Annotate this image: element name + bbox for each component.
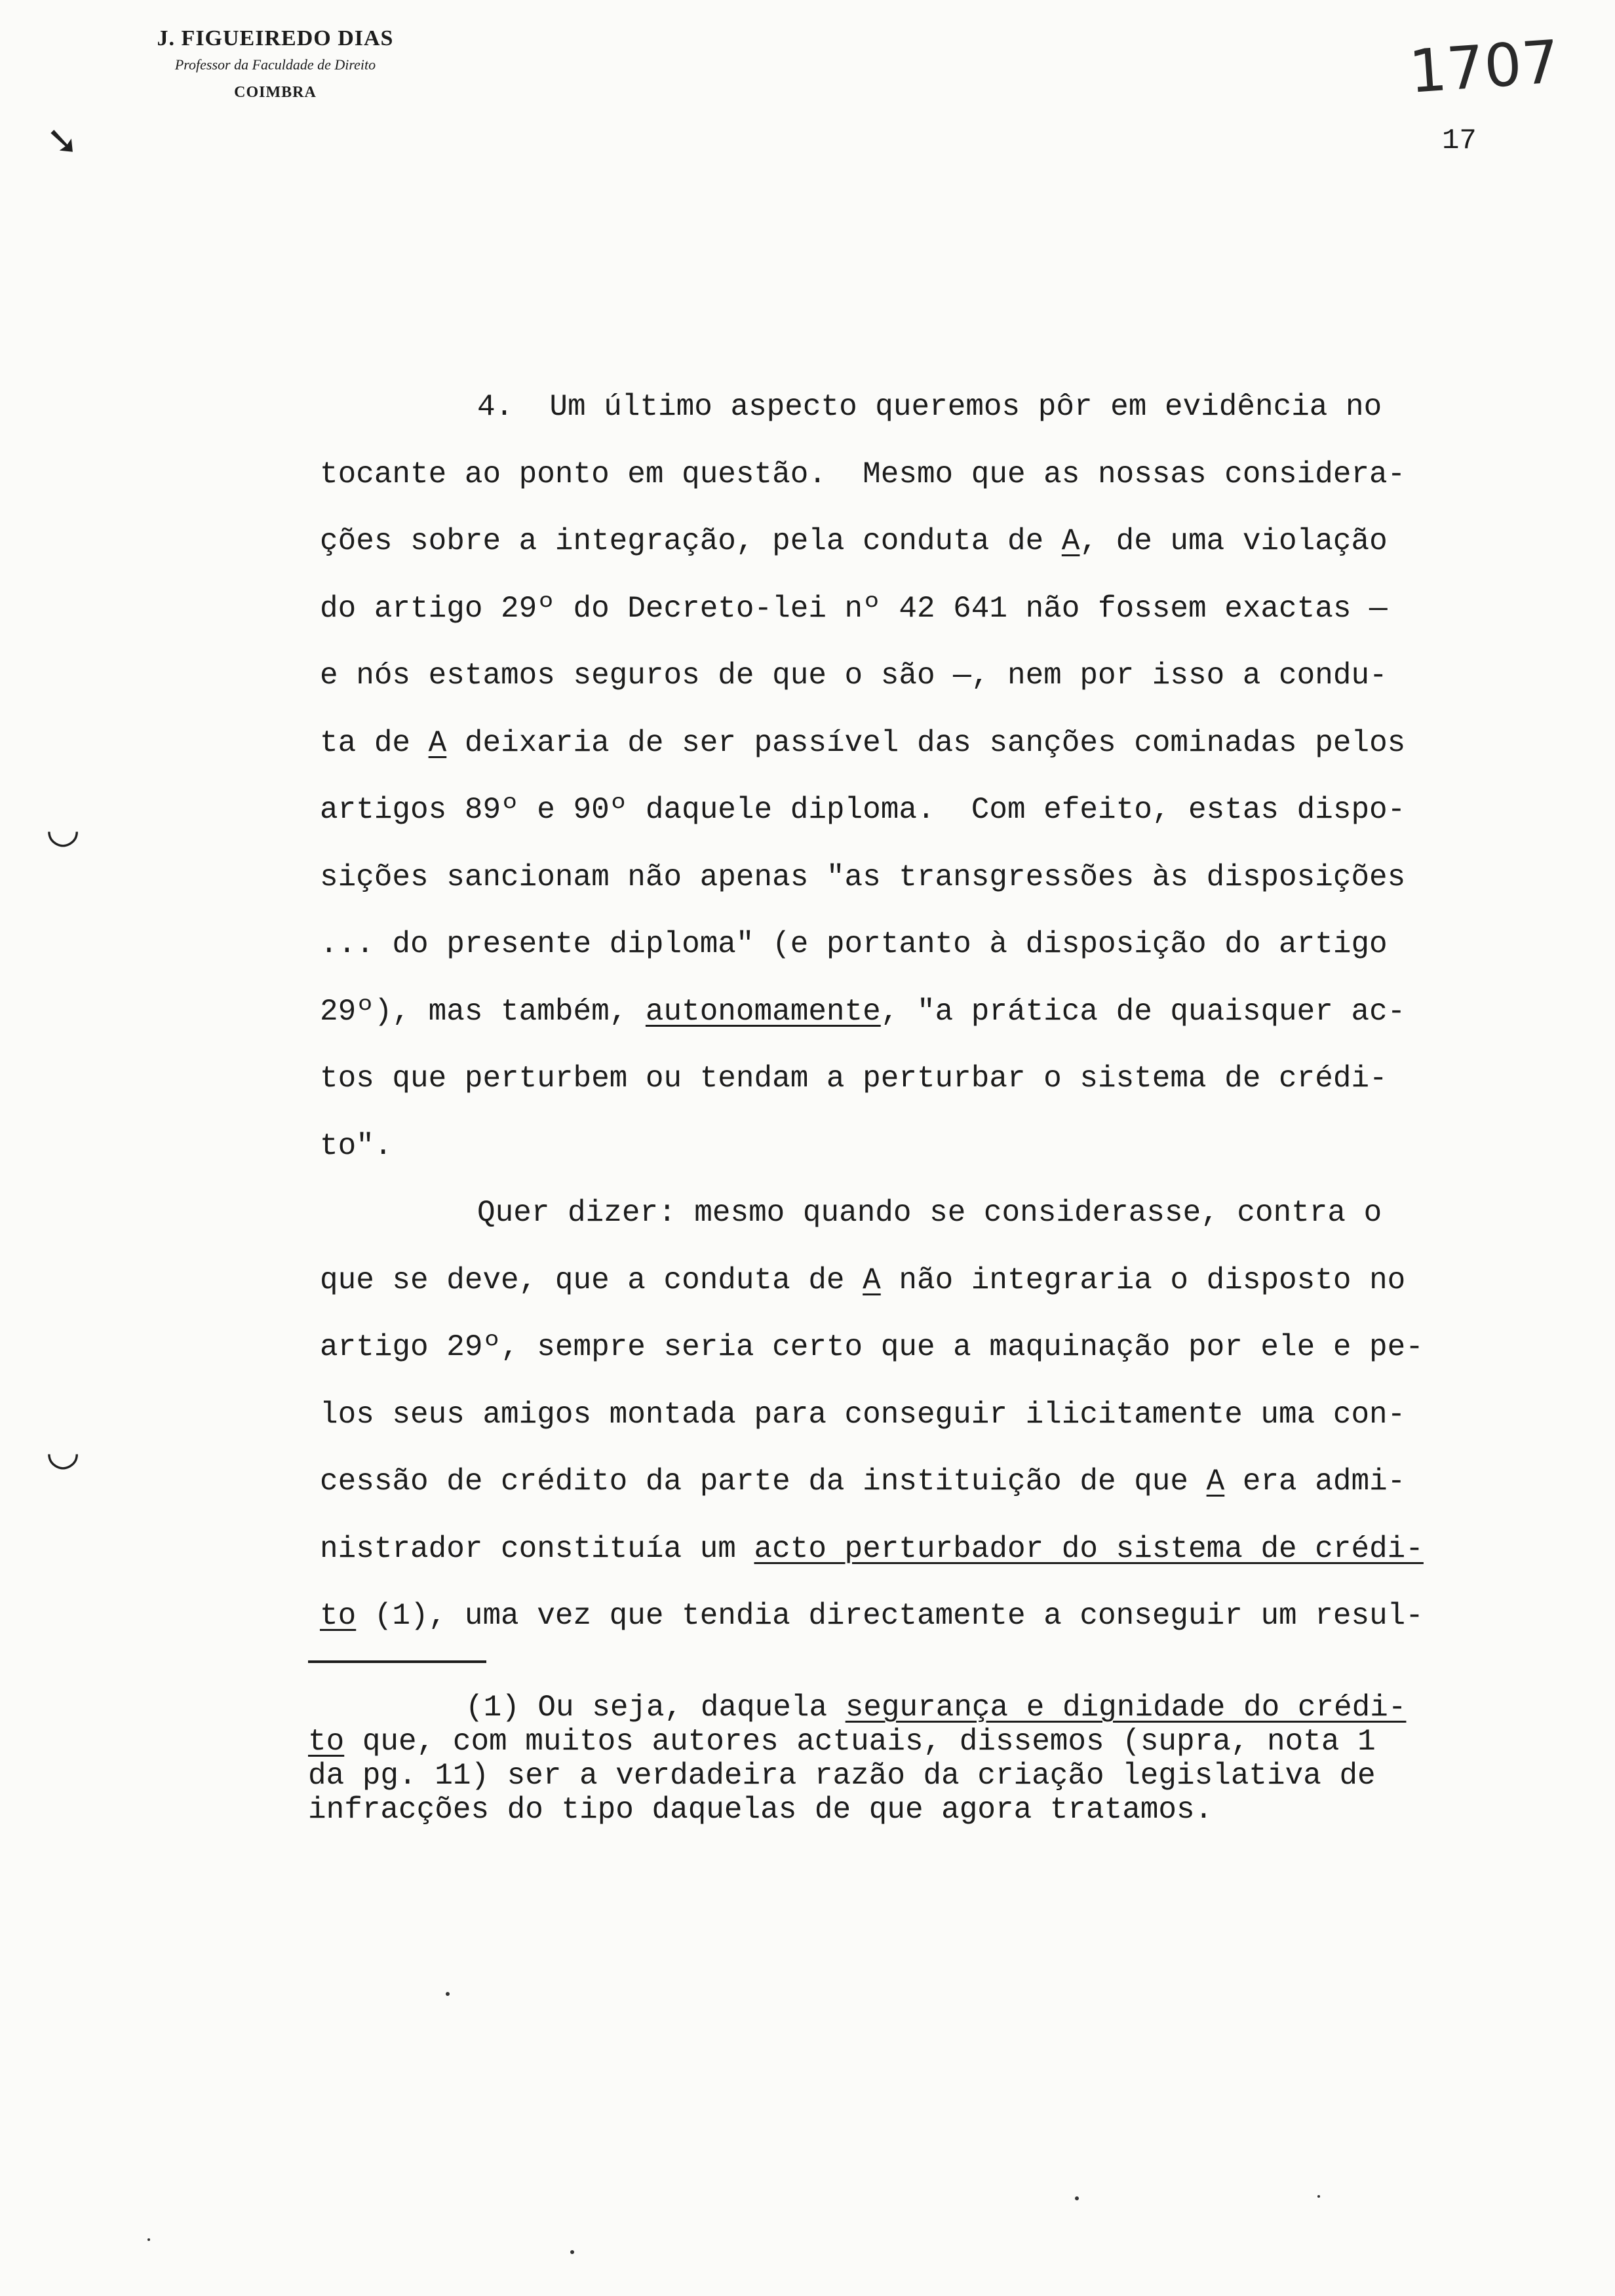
paper-speck: [570, 2250, 574, 2254]
text-line: 29º), mas também, autonomamente, "a prática de quaisquer ac-: [320, 994, 1406, 1029]
footnote-line: (1) Ou seja, daquela segurança e dignidade do crédi-: [465, 1691, 1407, 1725]
text-line: to".: [320, 1128, 393, 1163]
text-line: ta de A deixaria de ser passível das sanções cominadas pelos: [320, 725, 1406, 760]
text-line: Quer dizer: mesmo quando se considerasse, contra o: [477, 1196, 1382, 1230]
main-text: [320, 373, 1500, 1650]
letterhead: [92, 26, 459, 102]
text-line: artigo 29º, sempre seria certo que a maquinação por ele e pe-: [320, 1330, 1424, 1364]
text-line: cessão de crédito da parte da instituição de que A era admi-: [320, 1464, 1406, 1499]
text-line: que se deve, que a conduta de A não integraria o disposto no: [320, 1263, 1406, 1297]
text-line: ... do presente diploma" (e portanto à disposição do artigo: [320, 927, 1388, 961]
paper-speck: [446, 1992, 450, 1996]
paper-speck: [1317, 2195, 1320, 2198]
text-line: los seus amigos montada para conseguir ilicitamente uma con-: [320, 1397, 1406, 1432]
binder-hole-mark: ◡: [46, 806, 81, 852]
footnote: [308, 1691, 1488, 1827]
text-line: nistrador constituía um acto perturbador do sistema de crédi-: [320, 1531, 1424, 1566]
text-line: ções sobre a integração, pela conduta de A, de uma violação: [320, 524, 1388, 558]
text-line: tocante ao ponto em questão. Mesmo que as nossas considera-: [320, 457, 1406, 491]
page-number: 17: [1442, 124, 1477, 157]
text-line: e nós estamos seguros de que o são —, nem por isso a condu-: [320, 659, 1388, 693]
text-line: 4. Um último aspecto queremos pôr em evidência no: [477, 390, 1382, 424]
text-line: sições sancionam não apenas "as transgressões às disposições: [320, 860, 1406, 894]
footnote-line: to que, com muitos autores actuais, dissemos (supra, nota 1: [308, 1725, 1376, 1759]
text-line: tos que perturbem ou tendam a perturbar o sistema de crédi-: [320, 1062, 1388, 1096]
author-city: COIMBRA: [234, 84, 317, 101]
author-name: J. FIGUEIREDO DIAS: [157, 26, 394, 50]
text-line: artigos 89º e 90º daquele diploma. Com efeito, estas dispo-: [320, 793, 1406, 827]
margin-stain-mark: ➘: [46, 118, 79, 164]
text-line: do artigo 29º do Decreto-lei nº 42 641 não fossem exactas —: [320, 591, 1388, 626]
paper-speck: [1075, 2196, 1079, 2200]
footnote-separator: [308, 1660, 486, 1663]
paper-speck: [147, 2238, 150, 2241]
footnote-line: da pg. 11) ser a verdadeira razão da criação legislativa de: [308, 1759, 1376, 1793]
handwritten-archive-number: 1707: [1407, 28, 1562, 107]
footnote-line: infracções do tipo daquelas de que agora tratamos.: [308, 1793, 1213, 1827]
text-line: to (1), uma vez que tendia directamente a conseguir um resul-: [320, 1599, 1424, 1633]
author-title: Professor da Faculdade de Direito: [174, 56, 376, 73]
binder-hole-mark: ◡: [46, 1428, 81, 1474]
